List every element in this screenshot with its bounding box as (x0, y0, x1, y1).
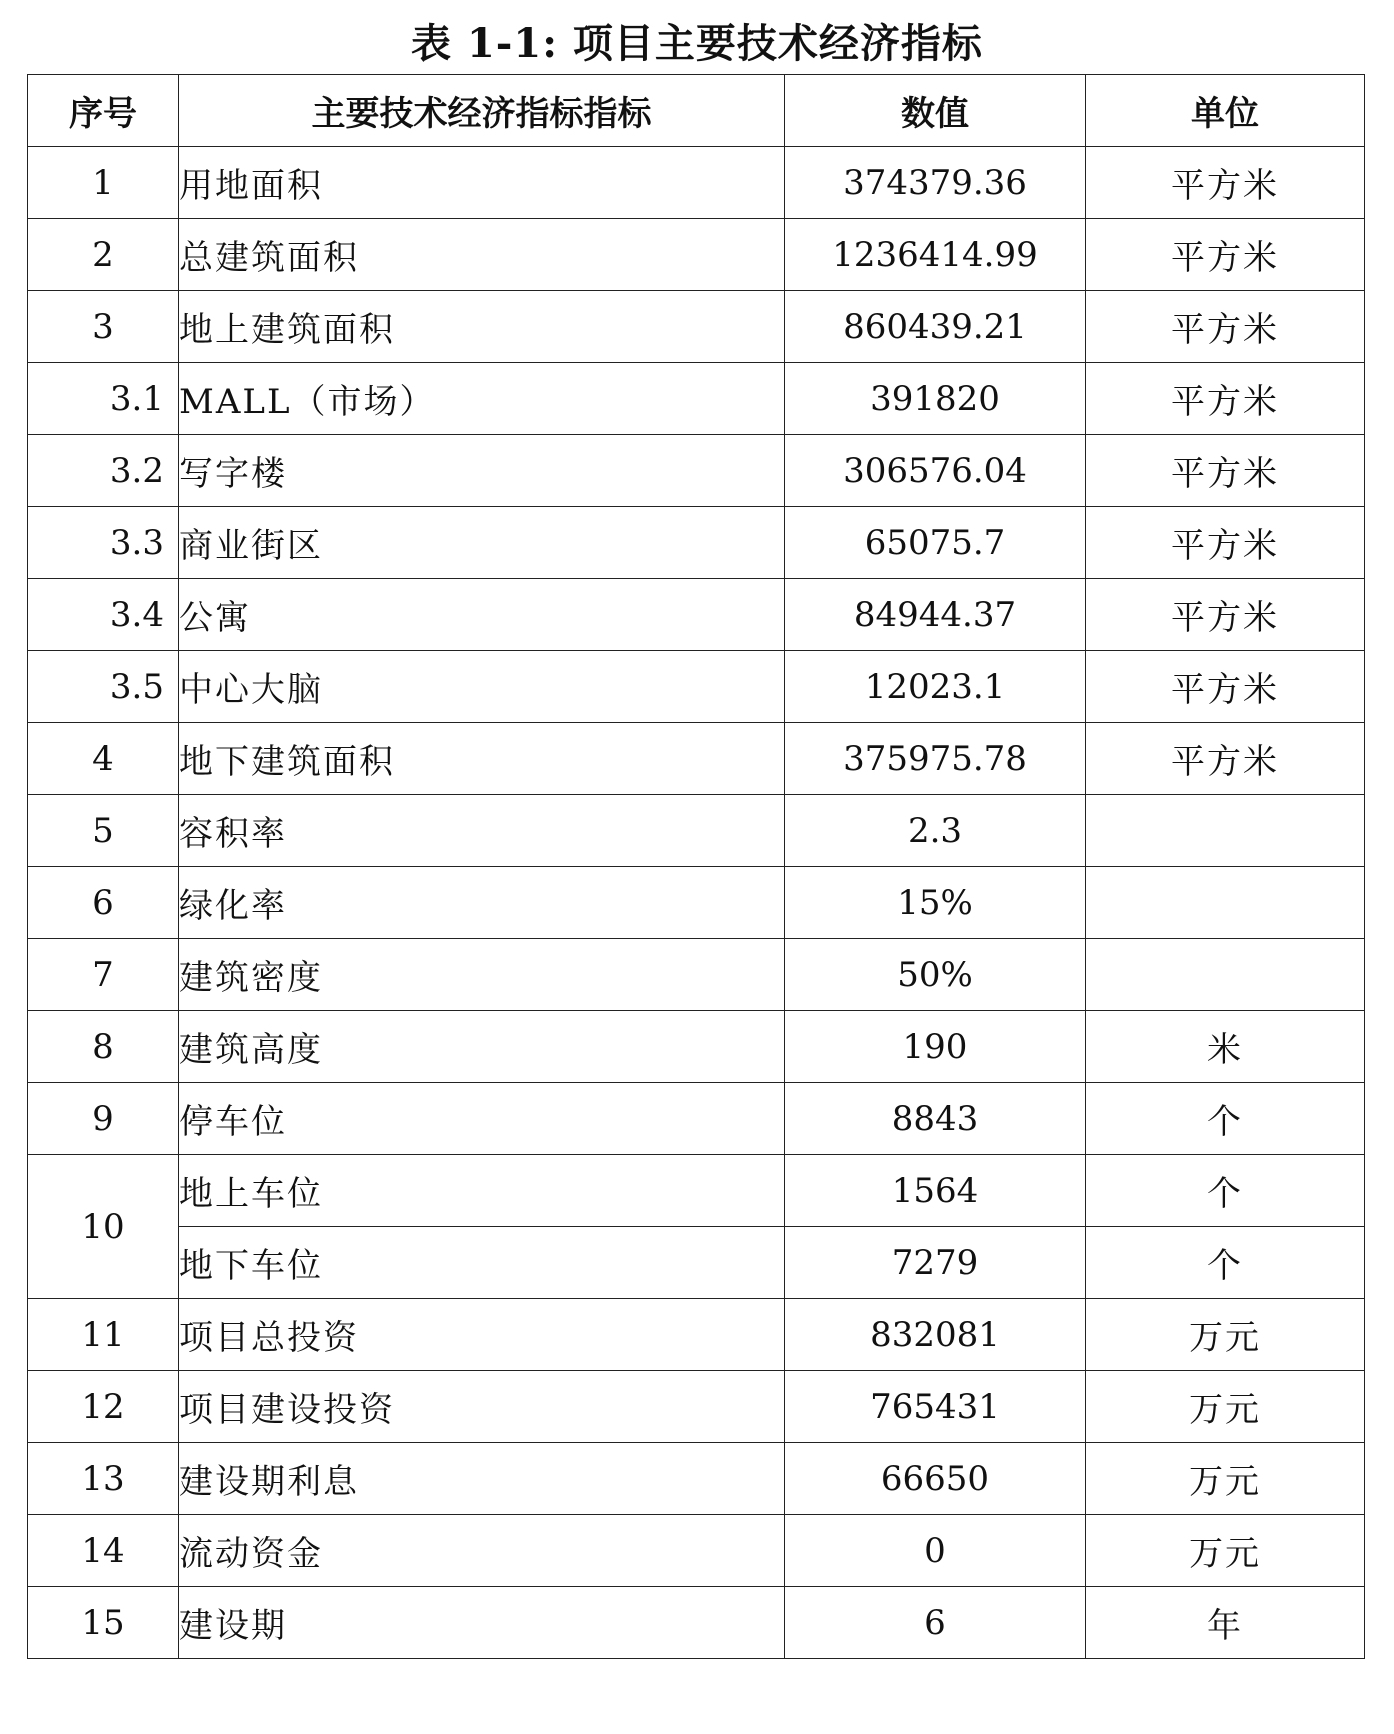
indicator-unit: 平方米 (1086, 507, 1365, 579)
table-title: 表 1-1: 项目主要技术经济指标 (411, 20, 983, 67)
indicator-name: 地下建筑面积 (179, 723, 785, 795)
indicator-value: 0 (785, 1515, 1086, 1587)
indicator-unit: 万元 (1086, 1371, 1365, 1443)
indicator-name: 停车位 (179, 1083, 785, 1155)
row-number: 3 (28, 291, 179, 363)
indicator-name: 容积率 (179, 795, 785, 867)
indicator-name: 商业街区 (179, 507, 785, 579)
header-indicator: 主要技术经济指标指标 (179, 75, 785, 147)
row-number: 4 (28, 723, 179, 795)
indicator-value: 1236414.99 (785, 219, 1086, 291)
row-number: 15 (28, 1587, 179, 1659)
row-number: 3.1 (28, 363, 179, 435)
table-row (28, 939, 1365, 1011)
row-number: 1 (28, 147, 179, 219)
indicator-unit: 万元 (1086, 1515, 1365, 1587)
row-number: 3.3 (28, 507, 179, 579)
indicator-unit: 个 (1086, 1227, 1365, 1299)
table-row (28, 1011, 1365, 1083)
table-header-row (28, 75, 1365, 147)
indicator-name: 地下车位 (179, 1227, 785, 1299)
indicator-unit (1086, 867, 1365, 939)
table-row (28, 435, 1365, 507)
row-number: 11 (28, 1299, 179, 1371)
indicator-unit: 平方米 (1086, 363, 1365, 435)
indicator-name: 写字楼 (179, 435, 785, 507)
indicator-value: 765431 (785, 1371, 1086, 1443)
table-row (28, 1515, 1365, 1587)
indicator-unit: 平方米 (1086, 435, 1365, 507)
indicator-value: 7279 (785, 1227, 1086, 1299)
indicator-unit: 米 (1086, 1011, 1365, 1083)
table-row (28, 1299, 1365, 1371)
indicator-name: 建设期 (179, 1587, 785, 1659)
indicator-name: 建筑密度 (179, 939, 785, 1011)
indicator-unit: 个 (1086, 1155, 1365, 1227)
indicator-unit: 平方米 (1086, 219, 1365, 291)
indicator-name: 项目总投资 (179, 1299, 785, 1371)
indicator-table (27, 74, 1365, 1659)
indicator-name: MALL（市场） (179, 363, 785, 435)
indicator-value: 84944.37 (785, 579, 1086, 651)
indicator-unit: 平方米 (1086, 147, 1365, 219)
header-no: 序号 (28, 75, 179, 147)
indicator-value: 306576.04 (785, 435, 1086, 507)
indicator-name: 建设期利息 (179, 1443, 785, 1515)
indicator-name: 总建筑面积 (179, 219, 785, 291)
indicator-value: 391820 (785, 363, 1086, 435)
header-unit: 单位 (1086, 75, 1365, 147)
indicator-name: 流动资金 (179, 1515, 785, 1587)
indicator-value: 15% (785, 867, 1086, 939)
indicator-unit: 年 (1086, 1587, 1365, 1659)
table-row (28, 1083, 1365, 1155)
table-row (28, 1155, 1365, 1227)
indicator-value: 2.3 (785, 795, 1086, 867)
indicator-unit (1086, 939, 1365, 1011)
indicator-unit: 平方米 (1086, 579, 1365, 651)
indicator-value: 12023.1 (785, 651, 1086, 723)
row-number: 10 (28, 1155, 179, 1299)
row-number: 3.2 (28, 435, 179, 507)
row-number: 14 (28, 1515, 179, 1587)
row-number: 7 (28, 939, 179, 1011)
indicator-name: 用地面积 (179, 147, 785, 219)
indicator-value: 8843 (785, 1083, 1086, 1155)
indicator-name: 项目建设投资 (179, 1371, 785, 1443)
row-number: 12 (28, 1371, 179, 1443)
indicator-value: 1564 (785, 1155, 1086, 1227)
row-number: 2 (28, 219, 179, 291)
indicator-name: 建筑高度 (179, 1011, 785, 1083)
row-number: 8 (28, 1011, 179, 1083)
indicator-unit: 万元 (1086, 1443, 1365, 1515)
indicator-unit: 万元 (1086, 1299, 1365, 1371)
row-number: 5 (28, 795, 179, 867)
table-row (28, 363, 1365, 435)
indicator-value: 66650 (785, 1443, 1086, 1515)
indicator-unit: 平方米 (1086, 651, 1365, 723)
indicator-value: 860439.21 (785, 291, 1086, 363)
row-number: 3.5 (28, 651, 179, 723)
table-row (28, 1443, 1365, 1515)
row-number: 9 (28, 1083, 179, 1155)
table-row (28, 507, 1365, 579)
indicator-value: 50% (785, 939, 1086, 1011)
table-row (28, 723, 1365, 795)
indicator-name: 中心大脑 (179, 651, 785, 723)
row-number: 13 (28, 1443, 179, 1515)
table-row (28, 291, 1365, 363)
indicator-value: 375975.78 (785, 723, 1086, 795)
indicator-value: 374379.36 (785, 147, 1086, 219)
indicator-value: 65075.7 (785, 507, 1086, 579)
indicator-unit: 平方米 (1086, 291, 1365, 363)
table-row (28, 795, 1365, 867)
table-row (28, 1587, 1365, 1659)
row-number: 6 (28, 867, 179, 939)
table-row (28, 867, 1365, 939)
indicator-value: 832081 (785, 1299, 1086, 1371)
header-value: 数值 (785, 75, 1086, 147)
indicator-name: 绿化率 (179, 867, 785, 939)
table-row (28, 219, 1365, 291)
indicator-unit: 平方米 (1086, 723, 1365, 795)
table-row (28, 147, 1365, 219)
indicator-name: 地上建筑面积 (179, 291, 785, 363)
indicator-value: 6 (785, 1587, 1086, 1659)
indicator-value: 190 (785, 1011, 1086, 1083)
table-row (28, 1227, 1365, 1299)
indicator-name: 公寓 (179, 579, 785, 651)
indicator-unit (1086, 795, 1365, 867)
table-row (28, 579, 1365, 651)
table-row (28, 651, 1365, 723)
indicator-unit: 个 (1086, 1083, 1365, 1155)
table-row (28, 1371, 1365, 1443)
row-number: 3.4 (28, 579, 179, 651)
indicator-name: 地上车位 (179, 1155, 785, 1227)
